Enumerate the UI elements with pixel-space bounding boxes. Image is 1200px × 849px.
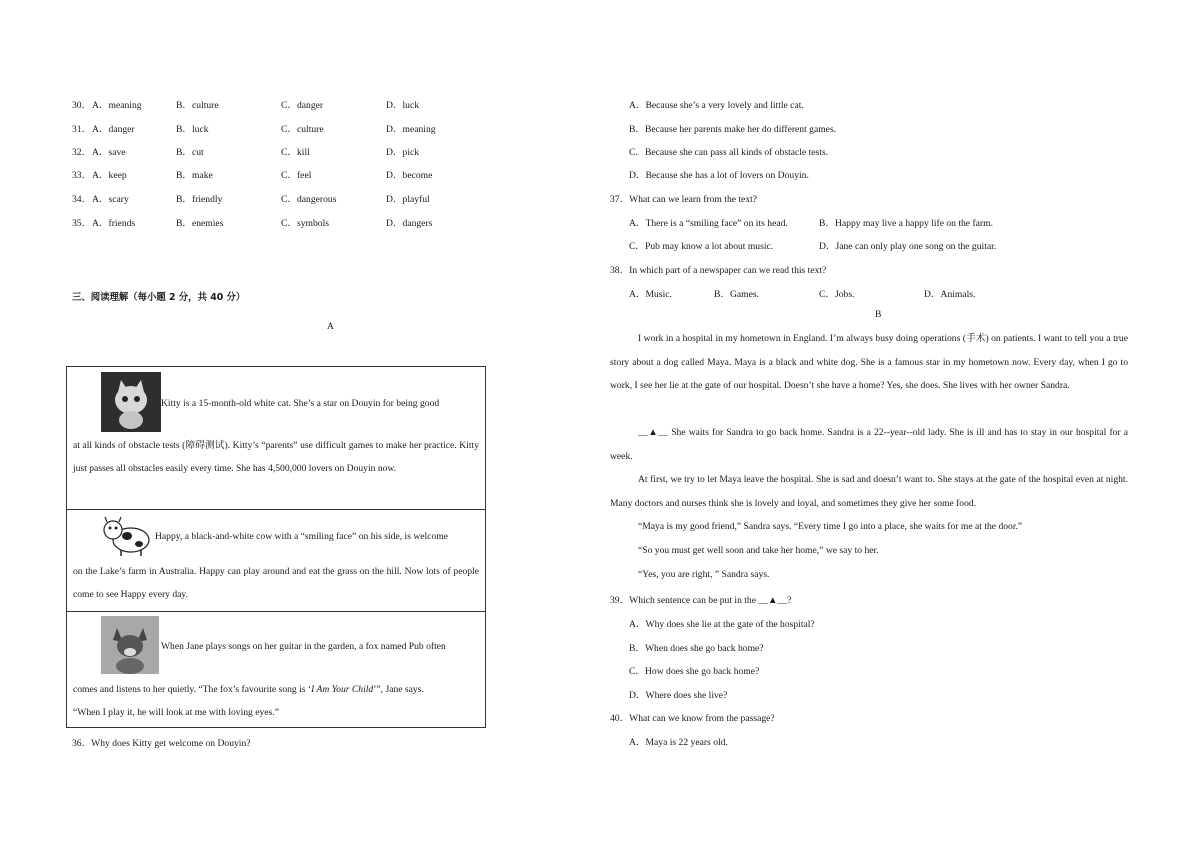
option-a: A．save (92, 147, 126, 158)
card-kitty-text: at all kinds of obstacle tests (障碍测试). Kitty’s “parents” use difficult games to make her practice. Kitty just passes all obstacles easily every time. She has 4,500,000 lovers on Douyin now. (73, 440, 479, 474)
card-pub-text (73, 678, 479, 724)
card-pub-text-part: “When I play it, he will look at me with loving eyes.” (73, 707, 279, 718)
q39-option-d: D．Where does she live? (629, 690, 728, 701)
card-happy (67, 509, 485, 611)
question-37: 37．What can we learn from the text? (610, 194, 758, 205)
card-pub-first-line: When Jane plays songs on her guitar in the garden, a fox named Pub often (161, 641, 446, 652)
card-happy-first-line: Happy, a black-and-white cow with a “smiling face” on his side, is welcome (155, 531, 448, 542)
card-happy-text: on the Lake’s farm in Australia. Happy can play around and eat the grass on the hill. Now lots of people come to see Happy every day. (73, 566, 479, 600)
question-number: 31． (72, 124, 92, 135)
question-number: 33． (72, 170, 92, 181)
option-a: A．danger (92, 124, 135, 135)
card-kitty (67, 367, 485, 509)
q36-option-a: A．Because she’s a very lovely and little cat. (629, 100, 804, 111)
option-b: B．luck (176, 124, 209, 135)
passage-b-paragraph-2 (610, 421, 1128, 468)
option-b: B．friendly (176, 194, 223, 205)
answer-blank: __▲__ (638, 427, 669, 438)
card-pub-text-part: ’”, Jane says. (373, 684, 424, 695)
option-b: B．culture (176, 100, 219, 111)
passage-a-label: A (327, 321, 334, 332)
option-d: D．pick (386, 147, 420, 158)
option-b: B．make (176, 170, 213, 181)
option-c: C．kill (281, 147, 310, 158)
q37-option-c: C．Pub may know a lot about music. (629, 241, 774, 252)
q39-option-c: C．How does she go back home? (629, 666, 760, 677)
passage-b-paragraph-4: “Maya is my good friend,” Sandra says. “Every time I go into a place, she waits for me at the door.” (638, 521, 1023, 532)
paragraph-text: She waits for Sandra to go back home. Sandra is a 22--year--old lady. She is ill and has to stay in our hospital for a week. (610, 427, 1128, 462)
q39-option-a: A．Why does she lie at the gate of the hospital? (629, 619, 815, 630)
q36-option-d: D．Because she has a lot of lovers on Douyin. (629, 170, 809, 181)
passage-b-paragraph-6: “Yes, you are right, ” Sandra says. (638, 569, 770, 580)
q38-option-c: C．Jobs. (819, 289, 855, 300)
q36-option-b: B．Because her parents make her do different games. (629, 124, 837, 135)
song-title: I Am Your Child (311, 684, 374, 695)
passage-b-paragraph-3: At first, we try to let Maya leave the hospital. She is sad and doesn’t want to. She stays at the gate of the hospital even at night. Many doctors and nurses think she is lovely and loyal, and sometimes they give her some food. (610, 474, 1128, 509)
question-38: 38．In which part of a newspaper can we read this text? (610, 265, 827, 276)
option-c: C．symbols (281, 218, 329, 229)
option-d: D．playful (386, 194, 430, 205)
q40-option-a: A．Maya is 22 years old. (629, 737, 728, 748)
passage-b-paragraph-5: “So you must get well soon and take her home,” we say to her. (638, 545, 879, 556)
option-d: D．become (386, 170, 433, 181)
question-40: 40．What can we know from the passage? (610, 713, 775, 724)
question-39: 39．Which sentence can be put in the __▲__? (610, 595, 792, 606)
section-title: 三、阅读理解（每小题 2 分，共 40 分） (72, 292, 246, 303)
question-number: 35． (72, 218, 92, 229)
option-a: A．friends (92, 218, 136, 229)
q37-option-d: D．Jane can only play one song on the guitar. (819, 241, 997, 252)
q38-option-b: B．Games. (714, 289, 760, 300)
passage-b-paragraph-1: I work in a hospital in my hometown in England. I’m always busy doing operations (手术) on patients. I want to tell you a true story about a dog called Maya. Maya is a black and white dog. She is a famous star in my hometown now. Every day, when I go to work, I see her lie at the gate of our hospital. Doesn’t she have a home? Yes, she does. She lives with her owner Sandra. (610, 333, 1128, 391)
reading-box (66, 366, 486, 728)
option-a: A．scary (92, 194, 129, 205)
cow-cartoon (101, 514, 153, 558)
option-d: D．meaning (386, 124, 436, 135)
option-a: A．meaning (92, 100, 142, 111)
option-b: B．cut (176, 147, 204, 158)
cat-photo (101, 372, 161, 432)
card-pub-text-part: comes and listens to her quietly. “The fox’s favourite song is ‘ (73, 684, 312, 695)
q38-option-a: A．Music. (629, 289, 672, 300)
passage-b-label: B (875, 309, 882, 320)
q39-option-b: B．When does she go back home? (629, 643, 764, 654)
q37-option-b: B．Happy may live a happy life on the farm. (819, 218, 993, 229)
option-c: C．dangerous (281, 194, 337, 205)
option-d: D．luck (386, 100, 420, 111)
q37-option-a: A．There is a “smiling face” on its head. (629, 218, 788, 229)
q38-option-d: D．Animals. (924, 289, 976, 300)
option-c: C．feel (281, 170, 312, 181)
option-c: C．danger (281, 100, 324, 111)
q36-option-c: C．Because she can pass all kinds of obstacle tests. (629, 147, 829, 158)
option-c: C．culture (281, 124, 324, 135)
question-number: 32． (72, 147, 92, 158)
option-a: A．keep (92, 170, 127, 181)
fox-photo (101, 616, 159, 674)
option-b: B．enemies (176, 218, 224, 229)
question-number: 30． (72, 100, 92, 111)
option-d: D．dangers (386, 218, 433, 229)
question-number: 34． (72, 194, 92, 205)
card-pub (67, 611, 485, 727)
card-kitty-first-line: Kitty is a 15-month-old white cat. She’s a star on Douyin for being good (161, 398, 440, 409)
question-36: 36．Why does Kitty get welcome on Douyin? (72, 738, 251, 749)
